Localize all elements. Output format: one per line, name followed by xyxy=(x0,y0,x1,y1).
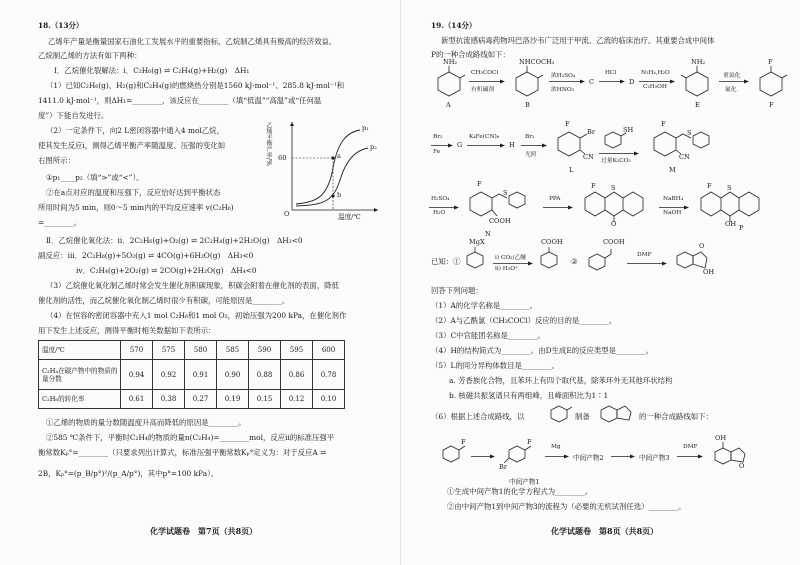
intermediate-1-label: 中间产物1 xyxy=(509,478,540,486)
q18-4-line2: 用下发生上述反应，测得平衡时相关数据如下表所示： xyxy=(38,326,216,335)
reagent-a4: N₂H₄,H₂O xyxy=(641,70,670,76)
curve-p2 xyxy=(296,148,368,206)
label-H: H xyxy=(509,141,515,149)
f-atom: F xyxy=(768,58,773,66)
known-reagent-dmf: DMF xyxy=(637,252,652,258)
table-cell: 0.19 xyxy=(217,390,249,409)
known-label: 已知：① xyxy=(431,257,461,266)
page-footer-8: 化学试题卷 第8页（共8页） xyxy=(551,526,659,536)
table-row xyxy=(39,360,345,390)
q19-6-make: 制备 xyxy=(575,412,590,421)
table-cell: 0.94 xyxy=(121,360,153,390)
q19-intro-1: 新型抗流感病毒药物玛巴洛沙韦广泛用于甲流、乙流的临床治疗。其重要合成中间体 xyxy=(441,36,715,45)
arrow-1 xyxy=(469,79,505,84)
q19-header: 19.（14分） xyxy=(431,21,477,30)
chart-xlabel: 温度/℃ xyxy=(338,213,361,221)
q18-1-line3: 度”）下能自发进行。 xyxy=(38,111,109,120)
reagent-a1: CH₃COCl xyxy=(471,70,499,76)
table-cell: 595 xyxy=(281,341,313,360)
table-cell: 0.90 xyxy=(217,360,249,390)
table-cell: 0.88 xyxy=(249,360,281,390)
table-cell: 0.27 xyxy=(185,390,217,409)
side-reaction-4: ⅳ．C₂H₄(g)+2O₂(g) ⇌ 2CO(g)+2H₂O(g) ΔH₄<0 xyxy=(76,266,257,275)
q18-2-part2c: =________。 xyxy=(38,218,82,227)
reagent-a11: PPA xyxy=(549,196,561,202)
cooh-group: COOH xyxy=(603,238,625,246)
label-N: N xyxy=(485,230,491,238)
table-row xyxy=(39,341,345,360)
br-atom: Br xyxy=(499,463,507,471)
table-cell: 0.78 xyxy=(313,360,345,390)
reagent-a7: K₄Fe(CN)₆ xyxy=(469,134,500,140)
table-cell: 580 xyxy=(185,341,217,360)
q18-2-part2: ②在a点对应的温度和压强下，反应恰好达到平衡状态 xyxy=(46,188,221,197)
q18-2-line2: 使其发生反应ⅰ，测得乙烯平衡产率随温度、压强的变化如 xyxy=(38,141,226,150)
reagent-a12: NaBH₄ xyxy=(663,196,684,202)
cooh-group: COOH xyxy=(489,217,511,225)
molecule-F xyxy=(753,58,789,98)
table-row2-label: C₂H₆的转化率 xyxy=(39,390,121,409)
table-cell: 590 xyxy=(249,341,281,360)
intermediate-2-label: 中间产物2 xyxy=(573,454,604,462)
table-row1-label: C₂H₄在碳产物中的物质的量分数 xyxy=(39,360,121,390)
reagent-a3: HCl xyxy=(605,70,617,76)
q19-2: （2）A与乙酰氯（CH₃COCl）反应的目的是________。 xyxy=(431,316,617,325)
molecule-E xyxy=(679,58,715,98)
method-2: Ⅱ．乙烷催化氧化法：ⅱ．2C₂H₆(g)+O₂(g) ⇌ 2C₂H₄(g)+2H₂O(g) ΔH₂<0 xyxy=(46,236,303,245)
table-cell: 0.91 xyxy=(185,360,217,390)
chart-label-b: b xyxy=(337,191,342,199)
equilibrium-table xyxy=(38,340,345,409)
page-8 xyxy=(400,0,800,565)
oh-group: OH xyxy=(703,268,715,276)
label-P: P xyxy=(739,224,744,232)
f-atom: F xyxy=(527,438,532,446)
table-cell: 585 xyxy=(217,341,249,360)
o-atom: O xyxy=(611,220,617,228)
tricyclic-ketone xyxy=(579,182,651,228)
q18-1-line2: 1411.0 kJ·mol⁻¹，则ΔH₁=________，该反应在________（填“低温”“高温”或“任何温 xyxy=(38,96,322,105)
table-row xyxy=(39,390,345,409)
table-cell: 0.92 xyxy=(153,360,185,390)
o-atom: O xyxy=(739,462,745,470)
chart-tick-60: 60 xyxy=(278,154,287,162)
q18-intro-2: 乙烷制乙烯的方法有如下两种： xyxy=(38,51,142,60)
table-cell: 600 xyxy=(313,341,345,360)
q18-4-line1: （4）在恒容的密闭容器中充入1 mol C₂H₆和1 mol O₂，初始压强为200 kPa，在催化剂作 xyxy=(46,311,347,320)
q19-6: （6）根据上述合成路线，以 xyxy=(431,412,525,421)
nh2-group: NH₂ xyxy=(691,58,706,66)
molecule-N xyxy=(463,180,533,228)
q18-header: 18.（13分） xyxy=(38,21,84,30)
chart-label-p2: p₂ xyxy=(370,143,377,151)
arrow-9 xyxy=(599,151,639,156)
s-atom: S xyxy=(611,184,616,192)
route-arrow-3 xyxy=(611,454,635,459)
lactone-product xyxy=(673,244,717,278)
f-atom: F xyxy=(661,120,666,128)
reagent-a9: 过量K₂CO₃ xyxy=(601,158,631,164)
q18-4-part2c: 2B，Kₚ°=(p_B/p°)²/(p_A/p°)，其中p°=100 kPa）。 xyxy=(38,469,219,478)
yield-chart xyxy=(265,118,383,221)
known-reagent-1: i) CO₂/乙醚 xyxy=(495,255,527,261)
q19-6-end: 的一种合成路线如下： xyxy=(639,412,713,421)
table-head-temp: 温度/℃ xyxy=(39,341,121,360)
phenylacetic-acid xyxy=(585,238,625,272)
q18-2-part1: ①p₁____p₂（填“>”或“<”）。 xyxy=(46,173,144,182)
molecule-P xyxy=(695,182,767,228)
route-arrow-4 xyxy=(677,454,703,459)
q18-4-part2b: 衡常数Kₚ°=________（只要求列出计算式，标准压强平衡常数Kₚ°定义为：对于反应A ⇌ xyxy=(38,448,327,457)
label-C: C xyxy=(589,78,595,86)
arrow-5 xyxy=(719,79,749,84)
nhcoch3-group: NHCOCH₃ xyxy=(519,58,555,66)
table-cell: 0.61 xyxy=(121,390,153,409)
arrow-8 xyxy=(521,143,547,148)
q18-2-line1: （2）一定条件下，向2 L密闭容器中通入4 mol乙烷， xyxy=(46,126,224,135)
reagent-a12b: NaOH xyxy=(663,210,682,216)
reagent-a6: Br₂ xyxy=(433,134,443,140)
label-L: L xyxy=(569,166,574,174)
label-B: B xyxy=(525,101,530,109)
q19-intro-2: P的一种合成路线如下： xyxy=(431,50,510,59)
label-M: M xyxy=(669,166,676,174)
cn-group: CN xyxy=(583,153,594,161)
molecule-A xyxy=(431,58,467,98)
f-atom: F xyxy=(565,120,570,128)
oh-group: OH xyxy=(715,434,727,442)
reagent-a8b: 光照 xyxy=(525,152,537,158)
o-atom: O xyxy=(699,242,705,250)
point-b xyxy=(331,194,334,197)
label-F: F xyxy=(769,101,774,109)
nh2-group: NH₂ xyxy=(443,58,458,66)
label-A: A xyxy=(446,101,451,109)
q18-2-part2b: 所用时间为5 min，则0～5 min内的平均反应速率 v(C₂H₆) xyxy=(38,203,234,212)
known-arrow-1 xyxy=(493,261,533,266)
molecule-M xyxy=(647,120,717,164)
arrow-2 xyxy=(549,79,585,84)
arrow-12 xyxy=(659,205,689,210)
f-atom: F xyxy=(461,438,466,446)
side-reaction-3: 副反应：ⅲ．2C₂H₆(g)+5O₂(g) ⇌ 4CO(g)+6H₂O(g) ΔH₃<0 xyxy=(38,251,254,260)
q19-6b: ②由中间产物1到中间产物3的流程为（必要的无机试剂任选）________。 xyxy=(447,502,686,511)
arrow-11 xyxy=(543,205,573,210)
table-cell: 570 xyxy=(121,341,153,360)
q19-6a: ①生成中间产物1的化学方程式为________。 xyxy=(447,487,593,496)
label-D: D xyxy=(629,78,635,86)
table-cell: 575 xyxy=(153,341,185,360)
chart-origin: O xyxy=(284,210,290,218)
page-footer-7: 化学试题卷 第7页（共8页） xyxy=(150,526,258,536)
fluorotoluene-start xyxy=(547,402,573,426)
route-reagent-mg: Mg xyxy=(551,444,561,450)
known-arrow-2 xyxy=(627,261,667,266)
chart-label-p1: p₁ xyxy=(362,124,369,132)
reagent-a5: 重氮化 xyxy=(723,73,741,79)
label-E: E xyxy=(695,101,700,109)
reagent-a10: H₂SO₄ xyxy=(431,196,450,202)
route-reagent-dmf: DMF xyxy=(683,444,698,450)
table-cell: 0.86 xyxy=(281,360,313,390)
curve-p1 xyxy=(296,130,360,204)
known-reagent-2: ii) H₃O⁺ xyxy=(495,266,519,272)
f-atom: F xyxy=(707,182,712,190)
mgx-group: MgX xyxy=(469,238,485,246)
chart-ylabel: 乙烯平衡产率/% xyxy=(265,122,272,166)
q19-5a: a. 芳香族化合物，且苯环上有四个取代基，除苯环外无其他环状结构 xyxy=(449,376,673,385)
q18-1-line1: （1）已知C₂H₆(g)、H₂(g)和C₂H₄(g)的燃烧热分别是1560 kJ·mol⁻¹、285.8 kJ·mol⁻¹和 xyxy=(46,81,345,90)
q19-1: （1）A的化学名称是________。 xyxy=(431,301,538,310)
grignard-reagent xyxy=(463,238,491,272)
method-1: Ⅰ．乙烷催化裂解法：ⅰ．C₂H₆(g) ⇌ C₂H₄(g)+H₂(g) ΔH₁ xyxy=(54,66,250,75)
s-atom: S xyxy=(503,189,508,197)
molecule-L xyxy=(551,120,595,164)
route-arrow-1 xyxy=(471,454,495,459)
cooh-group: COOH xyxy=(541,238,563,246)
q18-3-line2: 催化剂的活性，而乙烷催化氧化制乙烯时很少有积碳，可能原因是________。 xyxy=(38,296,290,305)
br-atom: Br xyxy=(587,128,595,136)
q18-intro-1: 乙烯年产量是衡量国家石油化工发展水平的重要指标，乙烷制乙烯具有极高的经济效益。 xyxy=(48,37,337,46)
oh-group: OH xyxy=(725,220,737,228)
route-product xyxy=(709,436,759,476)
reagent-a10b: H₂O xyxy=(433,210,446,216)
s-atom: S xyxy=(727,184,732,192)
arrow-10 xyxy=(429,205,459,210)
reagent-a2: 浓H₂SO₄ xyxy=(551,73,576,79)
cn-group: CN xyxy=(679,153,690,161)
q18-4-part1: ①乙烯的物质的量分数随温度升高而降低的原因是________。 xyxy=(46,418,246,427)
table-cell: 0.38 xyxy=(153,390,185,409)
reagent-a4b: C₂H₅OH xyxy=(643,84,667,90)
target-lactone xyxy=(597,400,637,428)
s-atom: S xyxy=(687,129,692,137)
f-atom: F xyxy=(477,180,482,188)
q19-5b: b. 核磁共振氢谱只有两组峰，且峰面积比为1∶1 xyxy=(449,391,609,400)
arrow-6 xyxy=(431,143,453,148)
point-a xyxy=(331,156,334,159)
arrow-7 xyxy=(467,143,505,148)
label-G: G xyxy=(457,141,463,149)
table-cell: 0.15 xyxy=(249,390,281,409)
benzoic-acid xyxy=(537,238,565,272)
reagent-a8: Br₂ xyxy=(525,134,535,140)
sh-group: SH xyxy=(623,126,634,134)
route-start xyxy=(437,440,467,468)
f-atom: F xyxy=(591,182,596,190)
answer-prompt: 回答下列问题： xyxy=(431,286,483,295)
q19-3: （3）C中官能团名称是________。 xyxy=(431,331,545,340)
chart-label-a: a xyxy=(337,152,341,160)
thiophenol xyxy=(601,126,634,152)
table-cell: 0.12 xyxy=(281,390,313,409)
reagent-a1b: 有机碱剂 xyxy=(471,87,495,93)
route-arrow-2 xyxy=(545,454,569,459)
reagent-a2b: 浓HNO₃ xyxy=(551,87,575,93)
known-label-2: ② xyxy=(571,257,578,266)
reagent-a5b: 氟化 xyxy=(725,87,737,93)
reagent-a6b: Fe xyxy=(433,149,441,155)
q18-2-line3: 右图所示： xyxy=(38,156,75,165)
q18-4-part2: ②585 ℃条件下，平衡时C₂H₄的物质的量n(C₂H₄)=________mol，反应ⅱ的标准压强平 xyxy=(46,433,335,442)
intermediate-1 xyxy=(499,438,539,474)
q19-5: （5）L的同分异构体数目是________。 xyxy=(431,361,559,370)
q19-4: （4）H的结构简式为________。由D生成E的反应类型是________。 xyxy=(431,346,654,355)
q18-3-line1: （3）乙烷催化氧化制乙烯时常会发生催化剂积碳现象，积碳会附着在催化剂的表面，降低 xyxy=(46,281,339,290)
table-cell: 0.10 xyxy=(313,390,345,409)
arrow-4 xyxy=(639,79,675,84)
molecule-B xyxy=(509,58,555,98)
intermediate-3-label: 中间产物3 xyxy=(639,454,670,462)
arrow-3 xyxy=(599,79,625,84)
